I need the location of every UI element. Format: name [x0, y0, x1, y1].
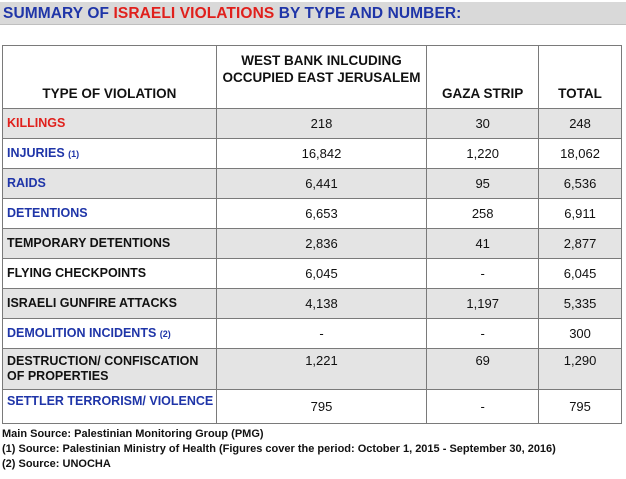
header-gaza-label: GAZA STRIP	[442, 86, 524, 101]
gaza-value: 258	[427, 199, 539, 229]
title-part-2: ISRAELI VIOLATIONS	[113, 5, 275, 22]
row-label-text: KILLINGS	[7, 116, 66, 130]
header-total	[539, 46, 622, 109]
gaza-value: -	[427, 259, 539, 289]
total-value: 6,911	[539, 199, 622, 229]
header-type-label: TYPE OF VIOLATION	[42, 86, 177, 101]
row-label-text: INJURIES	[7, 145, 65, 160]
west-bank-value: -	[216, 319, 427, 349]
row-label	[3, 139, 217, 169]
row-label	[3, 259, 217, 289]
title-bar	[0, 2, 626, 25]
gaza-value: -	[427, 390, 539, 424]
total-value: 18,062	[539, 139, 622, 169]
total-value: 2,877	[539, 229, 622, 259]
west-bank-value: 6,441	[216, 169, 427, 199]
row-label	[3, 319, 217, 349]
row-label-text: DETENTIONS	[7, 206, 88, 220]
row-label-text: DESTRUCTION/ CONFISCATION OF PROPERTIES	[7, 354, 199, 383]
west-bank-value: 1,221	[216, 349, 427, 390]
west-bank-value: 218	[216, 109, 427, 139]
row-label	[3, 109, 217, 139]
main-source: Main Source: Palestinian Monitoring Group (PMG)	[2, 428, 264, 440]
row-label-text: RAIDS	[7, 176, 46, 190]
west-bank-value: 4,138	[216, 289, 427, 319]
gaza-value: 1,197	[427, 289, 539, 319]
row-label	[3, 390, 217, 424]
table-row	[3, 259, 622, 289]
header-west-bank-line1: WEST BANK INLCUDING	[241, 53, 402, 68]
row-label	[3, 229, 217, 259]
total-value: 6,536	[539, 169, 622, 199]
total-value: 6,045	[539, 259, 622, 289]
row-label	[3, 289, 217, 319]
total-value: 1,290	[539, 349, 622, 390]
table-row	[3, 349, 622, 390]
header-west-bank	[216, 46, 427, 109]
gaza-value: -	[427, 319, 539, 349]
gaza-value: 95	[427, 169, 539, 199]
source-1: (1) Source: Palestinian Ministry of Health (Figures cover the period: October 1, 2015 - September 30, 2016)	[2, 443, 556, 455]
header-total-label: TOTAL	[558, 86, 602, 101]
table-row	[3, 199, 622, 229]
total-value: 300	[539, 319, 622, 349]
row-label	[3, 169, 217, 199]
total-value: 248	[539, 109, 622, 139]
gaza-value: 1,220	[427, 139, 539, 169]
table-row	[3, 289, 622, 319]
gaza-value: 30	[427, 109, 539, 139]
west-bank-value: 6,653	[216, 199, 427, 229]
row-label-text: SETTLER TERRORISM/ VIOLENCE	[7, 394, 214, 408]
sources-footer	[2, 427, 556, 472]
header-type	[3, 46, 217, 109]
west-bank-value: 795	[216, 390, 427, 424]
gaza-value: 41	[427, 229, 539, 259]
row-label-text: TEMPORARY DETENTIONS	[7, 236, 171, 250]
table-row	[3, 109, 622, 139]
total-value: 795	[539, 390, 622, 424]
violations-table	[2, 45, 622, 424]
source-2: (2) Source: UNOCHA	[2, 458, 111, 470]
row-note: (1)	[68, 148, 80, 159]
header-gaza	[427, 46, 539, 109]
title-part-3: BY TYPE AND NUMBER:	[274, 5, 462, 22]
west-bank-value: 2,836	[216, 229, 427, 259]
row-label-text: ISRAELI GUNFIRE ATTACKS	[7, 296, 177, 310]
row-label-text: FLYING CHECKPOINTS	[7, 266, 147, 280]
page-title	[3, 5, 461, 23]
table-row	[3, 390, 622, 424]
table-row	[3, 229, 622, 259]
table-row	[3, 319, 622, 349]
west-bank-value: 6,045	[216, 259, 427, 289]
table-row	[3, 139, 622, 169]
row-label	[3, 199, 217, 229]
west-bank-value: 16,842	[216, 139, 427, 169]
title-part-1: SUMMARY OF	[3, 5, 114, 22]
row-label	[3, 349, 217, 390]
row-label-text: DEMOLITION INCIDENTS	[7, 325, 157, 340]
header-west-bank-line2: OCCUPIED EAST JERUSALEM	[222, 70, 421, 85]
gaza-value: 69	[427, 349, 539, 390]
row-note: (2)	[159, 328, 171, 339]
total-value: 5,335	[539, 289, 622, 319]
table-row	[3, 169, 622, 199]
